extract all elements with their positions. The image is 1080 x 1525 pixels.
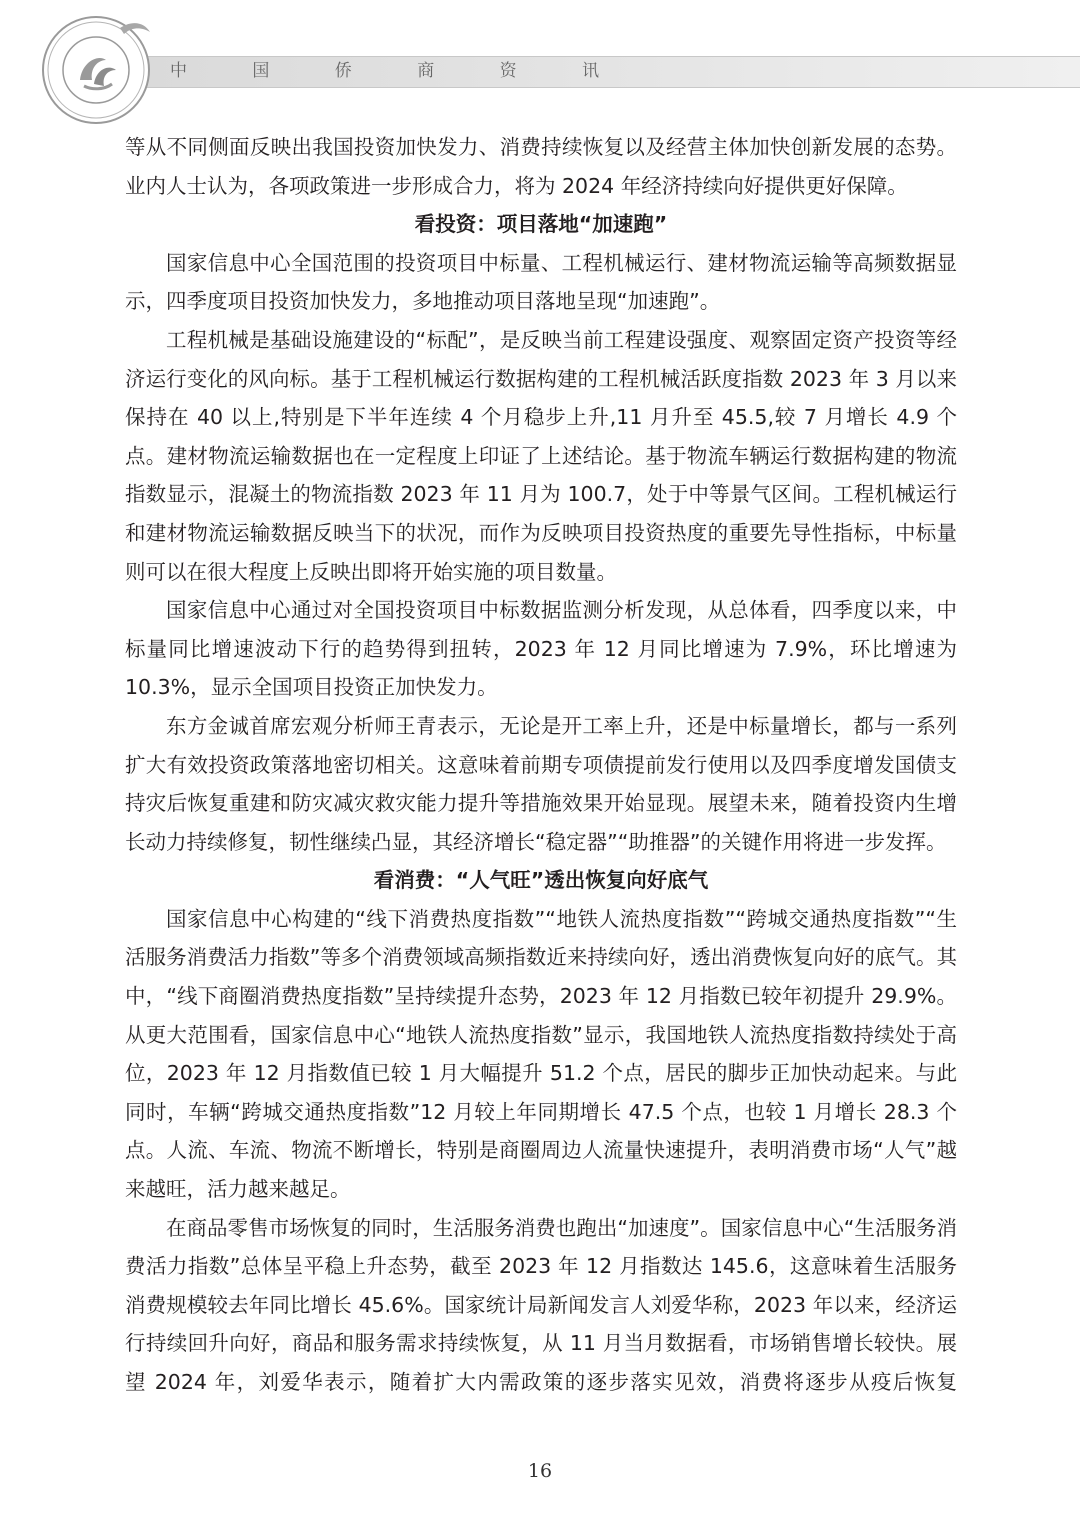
- federation-logo: [40, 14, 152, 126]
- page-number: 16: [527, 1460, 553, 1482]
- section-heading-consumption: 看消费：“人气旺”透出恢复向好底气: [373, 868, 709, 893]
- header-title: 中 国 侨 商 资 讯: [170, 61, 630, 81]
- intro-paragraph: 等从不同侧面反映出我国投资加快发力、消费持续恢复以及经营主体加快创新发展的态势。业内人士认为，各项政策进一步形成合力，将为 2024 年经济持续向好提供更好保障。: [125, 135, 957, 198]
- body-paragraph: 东方金诚首席宏观分析师王青表示，无论是开工率上升，还是中标量增长，都与一系列扩大有效投资政策落地密切相关。这意味着前期专项债提前发行使用以及四季度增发国债支持灾后恢复重建和防灾减灾救灾能力提升等措施效果开始显现。展望未来，随着投资内生增长动力持续修复，韧性继续凸显，其经济增长“稳定器”“助推器”的关键作用将进一步发挥。: [125, 713, 957, 854]
- article-body: [125, 128, 957, 1402]
- body-paragraph: 国家信息中心通过对全国投资项目中标数据监测分析发现，从总体看，四季度以来，中标量同比增速波动下行的趋势得到扭转，2023 年 12 月同比增速为 7.9%，环比增速为 10.3%，显示全国项目投资正加快发力。: [125, 598, 957, 700]
- body-paragraph: 工程机械是基础设施建设的“标配”，是反映当前工程建设强度、观察固定资产投资等经济运行变化的风向标。基于工程机械运行数据构建的工程机械活跃度指数 2023 年 3 月以来保持在 40 以上,特别是下半年连续 4 个月稳步上升,11 月升至 45.5,较 7 月增长 4.9 个点。建材物流运输数据也在一定程度上印证了上述结论。基于物流车辆运行数据构建的物流指数显示，混凝土的物流指数 2023 年 11 月为 100.7，处于中等景气区间。工程机械运行和建材物流运输数据反映当下的状况，而作为反映项目投资热度的重要先导性指标，中标量则可以在很大程度上反映出即将开始实施的项目数量。: [125, 327, 957, 584]
- body-paragraph: 国家信息中心构建的“线下消费热度指数”“地铁人流热度指数”“跨城交通热度指数”“生活服务消费活力指数”等多个消费领域高频指数近来持续向好，透出消费恢复向好的底气。其中，“线下商圈消费热度指数”呈持续提升态势，2023 年 12 月指数已较年初提升 29.9%。从更大范围看，国家信息中心“地铁人流热度指数”显示，我国地铁人流热度指数持续处于高位，2023 年 12 月指数值已较 1 月大幅提升 51.2 个点，居民的脚步正加快动起来。与此同时，车辆“跨城交通热度指数”12 月较上年同期增长 47.5 个点，也较 1 月增长 28.3 个点。人流、车流、物流不断增长，特别是商圈周边人流量快速提升，表明消费市场“人气”越来越旺，活力越来越足。: [125, 906, 957, 1202]
- body-paragraph: 国家信息中心全国范围的投资项目中标量、工程机械运行、建材物流运输等高频数据显示，四季度项目投资加快发力，多地推动项目落地呈现“加速跑”。: [125, 250, 957, 314]
- section-heading-investment: 看投资：项目落地“加速跑”: [414, 212, 668, 237]
- body-paragraph: 在商品零售市场恢复的同时，生活服务消费也跑出“加速度”。国家信息中心“生活服务消费活力指数”总体呈平稳上升态势，截至 2023 年 12 月指数达 145.6，这意味着生活服务消费规模较去年同比增长 45.6%。国家统计局新闻发言人刘爱华称，2023 年以来，经济运行持续回升向好，商品和服务需求持续恢复，从 11 月当月数据看，市场销售增长较快。展望 2024 年，刘爱华表示，随着扩大内需政策的逐步落实见效，消费将逐步从疫后恢复: [125, 1215, 957, 1394]
